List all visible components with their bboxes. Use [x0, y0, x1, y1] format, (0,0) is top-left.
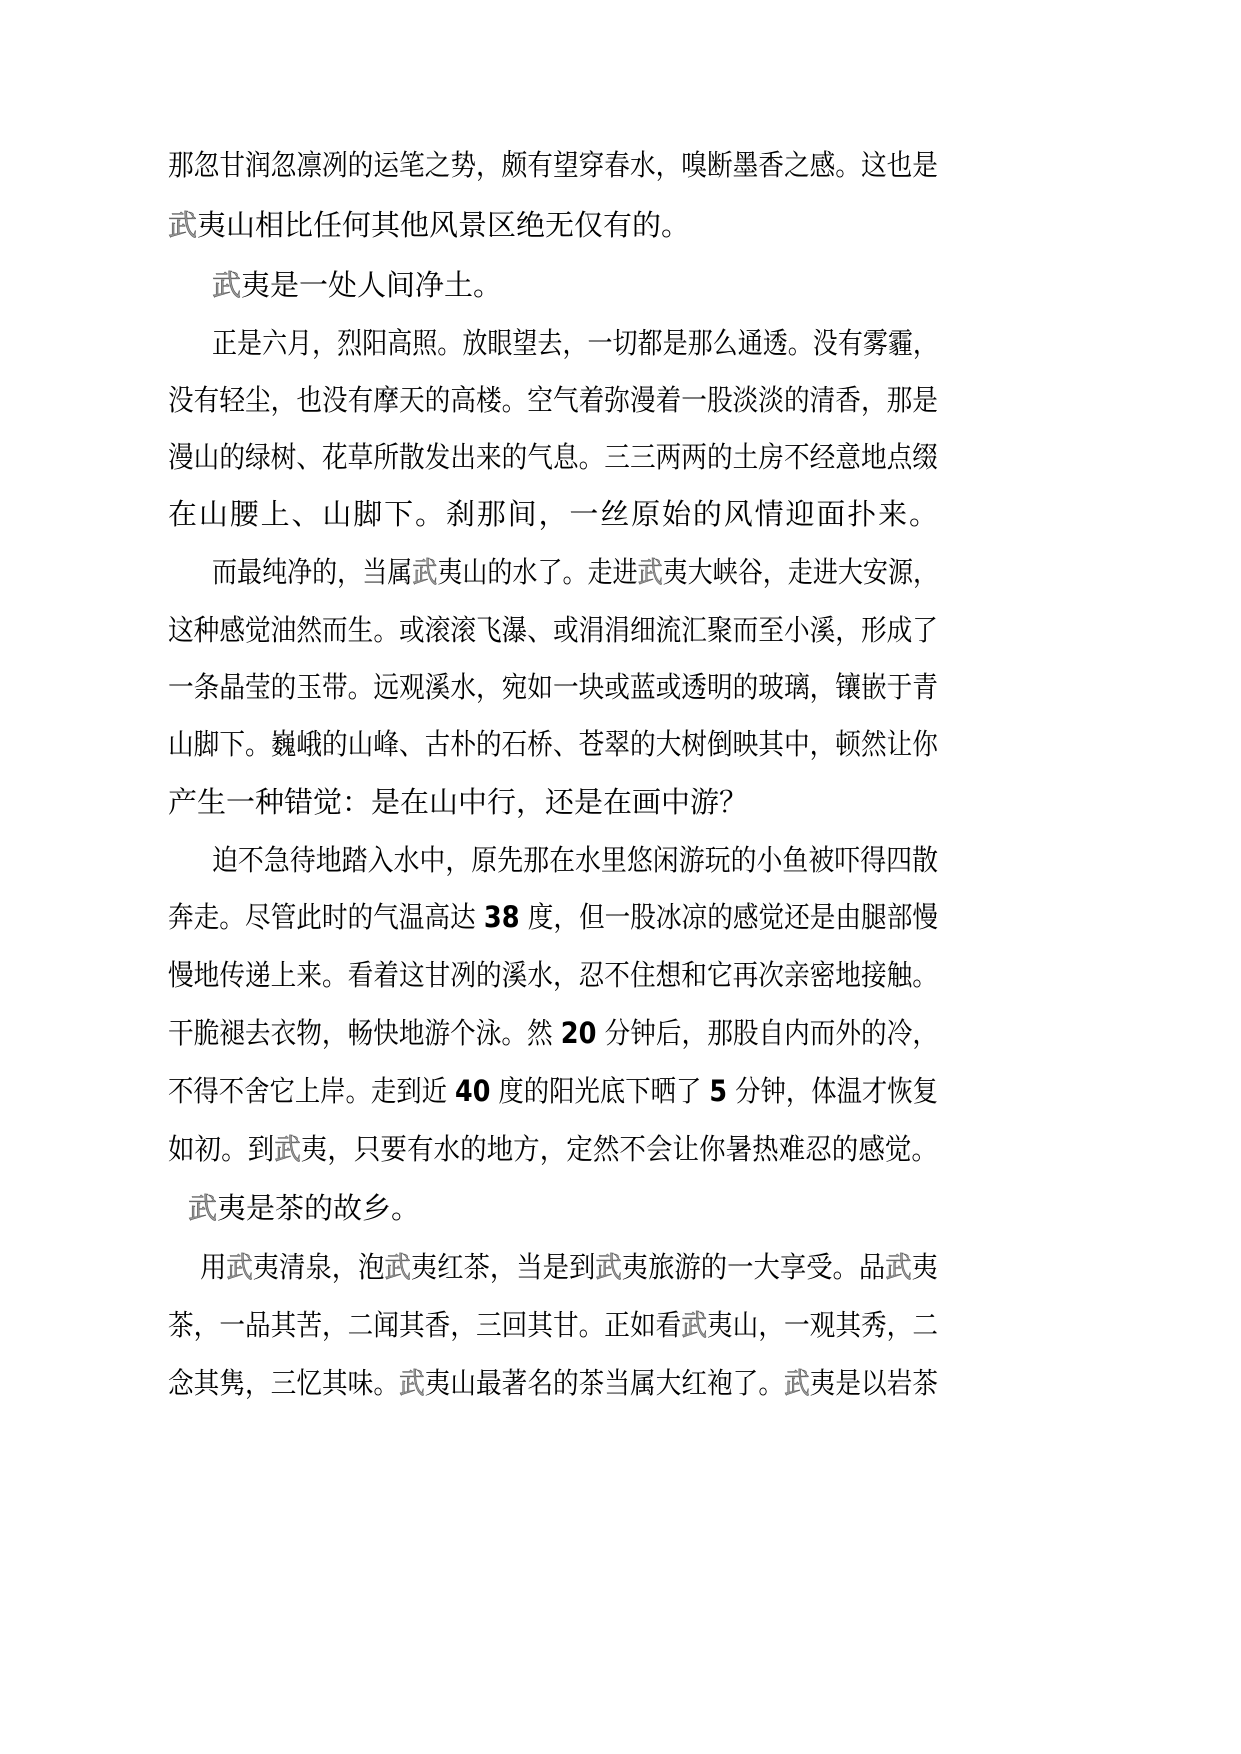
text-line	[168, 724, 938, 764]
text-line	[168, 1013, 938, 1053]
text-segment: 度，但一股冰凉的感觉还是由腿部慢	[519, 900, 938, 934]
text-segment: 夷旅游的一大享受。品	[621, 1250, 886, 1284]
text-segment: 夷是茶的故乡。	[217, 1191, 421, 1225]
text-line	[168, 1305, 938, 1345]
text-segment: 产生一种错觉：是在山中行，还是在画中游？	[168, 785, 749, 819]
text-segment: 慢地传递上来。看着这甘冽的溪水，忍不住想和它再次亲密地接触。	[168, 958, 938, 992]
text-segment: 漫山的绿树、花草所散发出来的气息。三三两两的土房不经意地点缀	[168, 440, 938, 474]
text-segment: 干脆褪去衣物，畅快地游个泳。然	[168, 1016, 561, 1050]
text-segment: 夷山的水了。走进	[437, 555, 638, 589]
text-segment: 这种感觉油然而生。或滚滚飞瀑、或涓涓细流汇聚而至小溪，形成了	[168, 613, 938, 647]
text-segment: 分钟，体温才恢复	[727, 1074, 939, 1108]
text-segment: 度的阳光底下晒了	[490, 1074, 710, 1108]
text-line	[168, 437, 938, 477]
text-line	[168, 380, 938, 420]
highlighted-char: 武	[784, 1366, 810, 1400]
text-line	[168, 782, 748, 822]
text-segment: 用	[200, 1250, 227, 1284]
text-line	[188, 1188, 420, 1228]
text-segment: 如初。到	[168, 1132, 275, 1166]
text-line	[168, 667, 938, 707]
text-segment: 在山腰上、山脚下。刹那间，一丝原始的风情迎面扑来。	[168, 497, 940, 531]
text-segment: 夷大峡谷，走进大安源，	[662, 555, 939, 589]
text-line	[168, 1071, 938, 1111]
highlighted-char: 武	[226, 1250, 253, 1284]
highlighted-char: 武	[595, 1250, 622, 1284]
text-segment: 夷山，一观其秀，二	[706, 1308, 938, 1342]
text-segment: 夷红茶，当是到	[410, 1250, 596, 1284]
text-segment: 分钟后，那股自内而外的冷，	[596, 1016, 938, 1050]
text-line	[200, 1247, 938, 1287]
text-segment: 夷，只要有水的地方，定然不会让你暑热难忍的感觉。	[300, 1132, 938, 1166]
text-line	[212, 552, 938, 592]
text-segment: 夷是一处人间净土。	[241, 268, 503, 302]
text-segment: 念其隽，三忆其味。	[168, 1366, 399, 1400]
text-line	[212, 265, 502, 305]
text-line	[168, 494, 940, 534]
text-segment: 夷清泉，泡	[252, 1250, 385, 1284]
highlighted-char: 武	[274, 1132, 301, 1166]
highlighted-char: 武	[681, 1308, 707, 1342]
highlighted-char: 武	[412, 555, 438, 589]
text-segment: 茶，一品其苦，二闻其香，三回其甘。正如看	[168, 1308, 682, 1342]
highlighted-char: 武	[885, 1250, 912, 1284]
highlighted-char: 武	[637, 555, 663, 589]
text-segment: 正是六月，烈阳高照。放眼望去，一切都是那么通透。没有雾霾，	[212, 326, 938, 360]
text-segment: 没有轻尘，也没有摩天的高楼。空气着弥漫着一股淡淡的清香，那是	[168, 383, 938, 417]
text-line	[168, 897, 938, 937]
highlighted-char: 武	[384, 1250, 411, 1284]
text-segment: 迫不急待地踏入水中，原先那在水里悠闲游玩的小鱼被吓得四散	[212, 843, 939, 877]
text-line	[168, 610, 938, 650]
highlighted-char: 武	[398, 1366, 425, 1400]
number-text: 20	[560, 1016, 597, 1050]
text-line	[168, 145, 938, 185]
number-text: 5	[709, 1074, 728, 1108]
text-line	[212, 323, 938, 363]
text-segment: 山脚下。巍峨的山峰、古朴的石桥、苍翠的大树倒映其中，顿然让你	[168, 727, 938, 761]
highlighted-char: 武	[168, 208, 198, 242]
text-segment: 而最纯净的，当属	[212, 555, 413, 589]
highlighted-char: 武	[212, 268, 242, 302]
text-line	[168, 955, 938, 995]
text-line	[168, 1129, 938, 1169]
number-text: 38	[483, 900, 520, 934]
text-segment: 夷山最著名的茶当属大红袍了。	[424, 1366, 785, 1400]
text-segment: 夷是以岩茶	[809, 1366, 939, 1400]
text-line	[168, 205, 690, 245]
text-segment: 夷	[911, 1250, 938, 1284]
text-line	[168, 1363, 938, 1403]
text-line	[212, 840, 938, 880]
text-segment: 不得不舍它上岸。走到近	[168, 1074, 456, 1108]
number-text: 40	[455, 1074, 491, 1108]
text-segment: 夷山相比任何其他风景区绝无仅有的。	[197, 208, 691, 242]
text-segment: 那忽甘润忽凛冽的运笔之势，颇有望穿春水，嗅断墨香之感。这也是	[168, 148, 938, 182]
text-segment: 一条晶莹的玉带。远观溪水，宛如一块或蓝或透明的玻璃，镶嵌于青	[168, 670, 938, 704]
text-segment: 奔走。尽管此时的气温高达	[168, 900, 484, 934]
highlighted-char: 武	[188, 1191, 218, 1225]
